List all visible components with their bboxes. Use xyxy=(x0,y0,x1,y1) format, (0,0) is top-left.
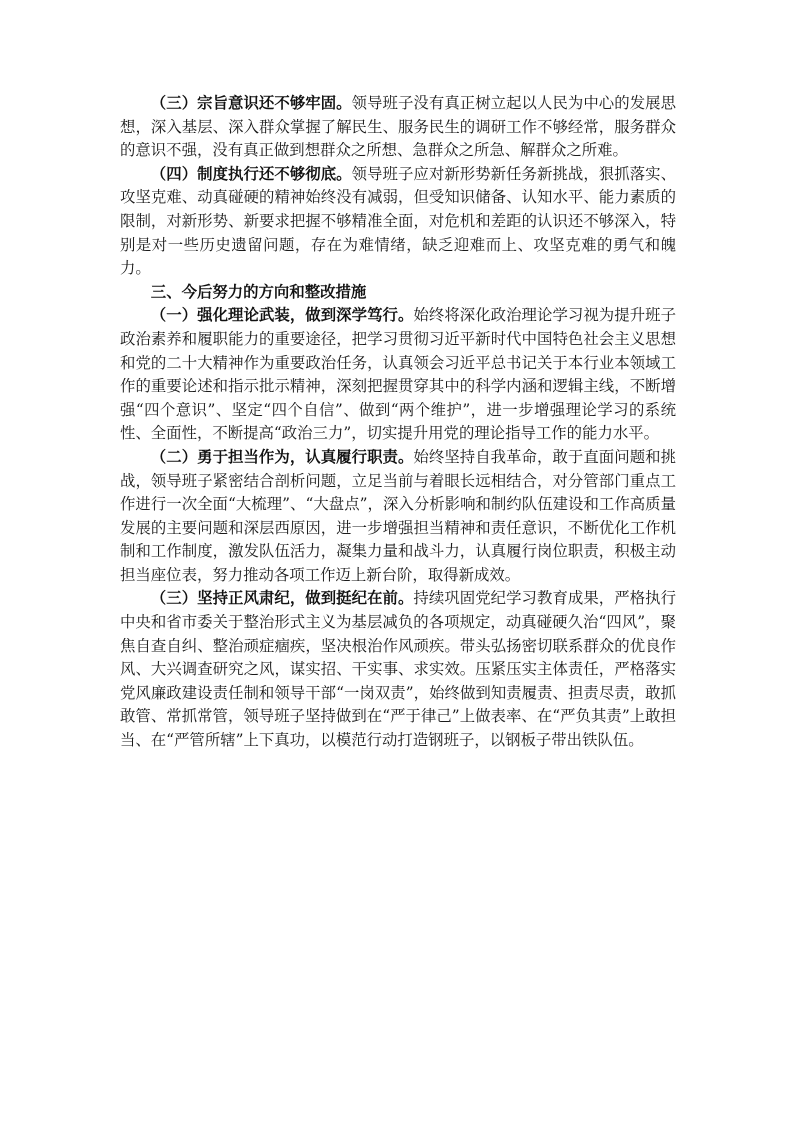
paragraph-lead: （二）勇于担当作为，认真履行职责。 xyxy=(150,447,414,466)
section-heading: 三、今后努力的方向和整改措施 xyxy=(150,282,367,301)
paragraph-purpose-awareness xyxy=(120,92,676,163)
paragraph-theory-armament xyxy=(120,304,676,446)
paragraph-lead: （三）宗旨意识还不够牢固。 xyxy=(150,94,352,112)
document-body xyxy=(120,92,676,753)
paragraph-discipline xyxy=(120,587,676,752)
paragraph-lead: （一）强化理论武装，做到深学笃行。 xyxy=(150,306,414,325)
paragraph-lead: （三）坚持正风肃纪，做到挺纪在前。 xyxy=(150,589,414,608)
paragraph-responsibility xyxy=(120,446,676,588)
paragraph-text: 领导班子没有真正树立起以人民为中心的发展思想，深入基层、深入群众掌握了解民生、服务民生的调研工作不够经常，服务群众的意识不强，没有真正做到想群众之所想、急群众之所急、解群众之所难。 xyxy=(120,94,676,160)
paragraph-lead: （四）制度执行还不够彻底。 xyxy=(150,164,352,183)
paragraph-text: 始终坚持自我革命，敢于直面问题和挑战，领导班子紧密结合剖析问题，立足当前与着眼长远相结合，对分管部门重点工作进行一次全面“大梳理”、“大盘点”，深入分析影响和制约队伍建设和工作高质量发展的主要问题和深层西原因，进一步增强担当精神和责任意识，不断优化工作机制和工作制度，激发队伍活力，凝集力量和战斗力，认真履行岗位职责，积极主动担当座位表，努力推动各项工作迈上新台阶，取得新成效。 xyxy=(120,447,676,584)
paragraph-text: 始终将深化政治理论学习视为提升班子政治素养和履职能力的重要途径，把学习贯彻习近平新时代中国特色社会主义思想和党的二十大精神作为重要政治任务，认真领会习近平总书记关于本行业本领域工作的重要论述和指示批示精神，深刻把握贯穿其中的科学内涵和逻辑主线，不断增强“四个意识”、坚定“四个自信”、做到“两个维护”，进一步增强理论学习的系统性、全面性，不断提高“政治三力”，切实提升用党的理论指导工作的能力水平。 xyxy=(120,306,676,443)
paragraph-text: 持续巩固党纪学习教育成果，严格执行中央和省市委关于整治形式主义为基层减负的各项规定，动真碰硬久治“四风”，聚焦自查自纠、整治顽症痼疾，坚决根治作风顽疾。带头弘扬密切联系群众的优良作风、大兴调查研究之风，谋实招、干实事、求实效。压紧压实主体责任，严格落实党风廉政建设责任制和领导干部“一岗双责”，始终做到知责履责、担责尽责，敢抓敢管、常抓常管，领导班子坚持做到在“严于律己”上做表率、在“严负其责”上敢担当、在“严管所辖”上下真功，以模范行动打造钢班子，以钢板子带出铁队伍。 xyxy=(120,589,676,750)
paragraph-system-execution xyxy=(120,163,676,281)
paragraph-text: 领导班子应对新形势新任务新挑战，狠抓落实、攻坚克难、动真碰硬的精神始终没有减弱，但受知识储备、认知水平、能力素质的限制，对新形势、新要求把握不够精准全面，对危机和差距的认识还不够深入，特别是对一些历史遗留问题，存在为难情绪，缺乏迎难而上、攻坚克难的勇气和魄力。 xyxy=(120,164,676,278)
